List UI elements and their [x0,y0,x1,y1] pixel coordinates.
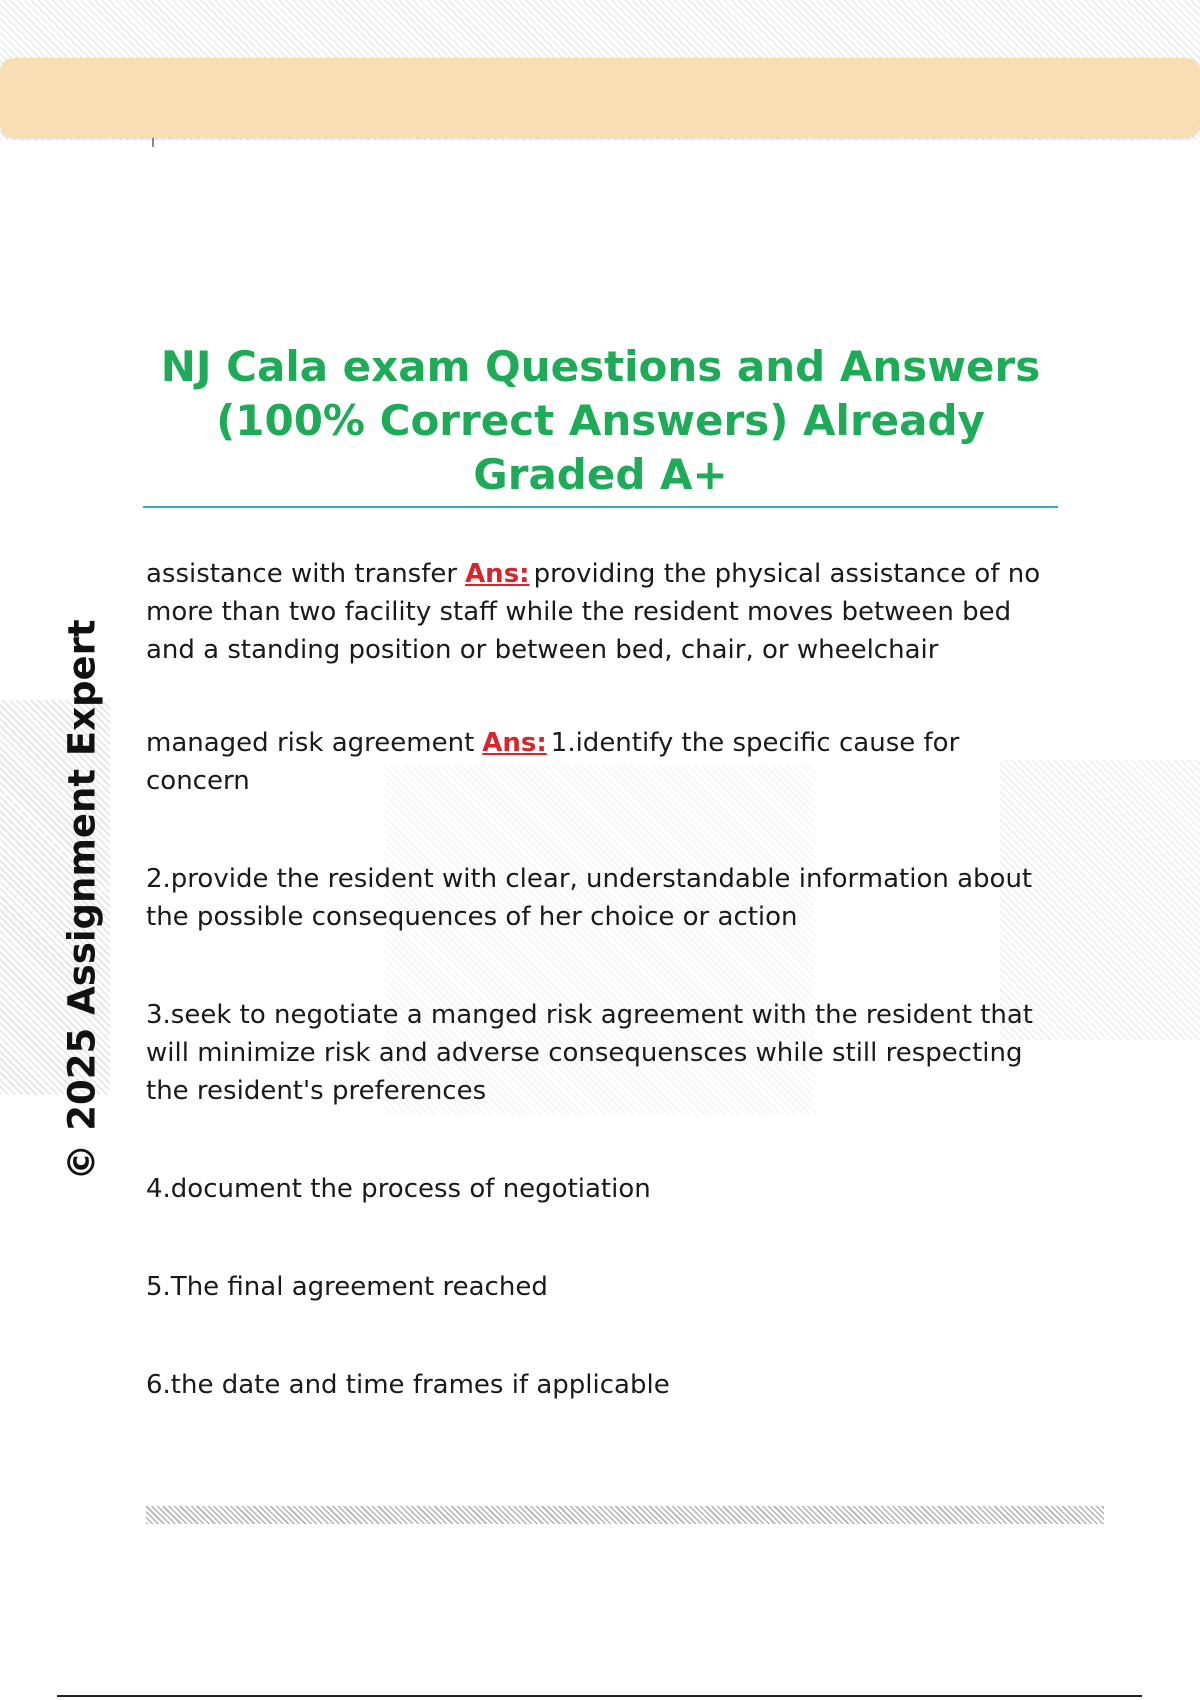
footer-rule [57,1695,1142,1697]
header-tick-mark [152,138,154,147]
document-body [146,555,1066,1404]
header-band [0,58,1200,138]
ans-label: Ans: [465,559,530,589]
question-text: managed risk agreement [146,728,475,758]
step-item: 3.seek to negotiate a manged risk agreement with the resident that will minimize risk and adverse consequensces while still respecting the resident's preferences [146,1000,1033,1106]
document-title: NJ Cala exam Questions and Answers (100% Correct Answers) Already Graded A+ [160,342,1041,499]
qa-entry [146,555,1066,669]
title-underline [143,506,1058,508]
answer-text: 1.identify the specific cause for concern [146,728,960,796]
step-item: 6.the date and time frames if applicable [146,1370,670,1400]
footer-pattern [146,1506,1104,1524]
qa-entry [146,724,1066,800]
step-item: 4.document the process of negotiation [146,1174,651,1204]
step-item: 5.The final agreement reached [146,1272,548,1302]
question-text: assistance with transfer [146,559,458,589]
step-item: 2.provide the resident with clear, understandable information about the possible consequences of her choice or action [146,864,1033,932]
ans-label: Ans: [482,728,547,758]
title-block [143,340,1058,502]
answer-text: providing the physical assistance of no more than two facility staff while the resident moves between bed and a standing position or between bed, chair, or wheelchair [146,559,1041,665]
copyright-watermark: © 2025 Assignment Expert [60,619,104,1181]
